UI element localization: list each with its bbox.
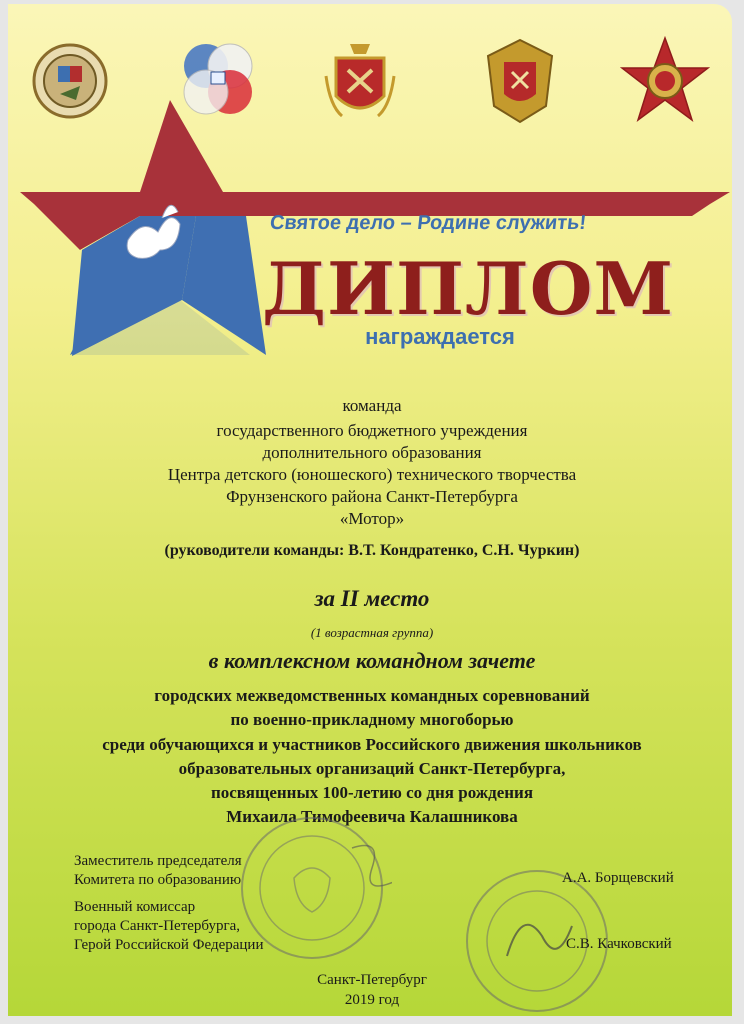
competition-line: городских межведомственных командных соревнований xyxy=(154,686,590,705)
competition-line: посвященных 100-летию со дня рождения xyxy=(210,783,534,802)
recipient-line: команда xyxy=(342,396,402,415)
footer-year: 2019 год xyxy=(344,992,400,1008)
recipient-line: «Мотор» xyxy=(339,509,405,528)
age-group: (1 возрастная группа) xyxy=(310,625,434,640)
slogan: Святое дело – Родине служить! xyxy=(268,212,588,234)
competition-line: образовательных организаций Санкт-Петербурга, xyxy=(178,759,566,778)
signatory-2-name: С.В. Качковский xyxy=(566,936,672,952)
award-place: за II место xyxy=(314,586,430,611)
recipient-line: Центра детского (юношеского) технического творчества xyxy=(167,465,577,484)
award-category: в комплексном командном зачете xyxy=(208,648,536,673)
signatory-1-name: А.А. Борщевский xyxy=(562,870,674,886)
signatory-2-position: Военный комиссар города Санкт-Петербурга, Герой Российской Федерации xyxy=(74,899,264,953)
team-leaders: (руководители команды: В.Т. Кондратенко, С.Н. Чуркин) xyxy=(164,542,580,559)
competition-line: среди обучающихся и участников Российского движения школьников xyxy=(102,735,642,754)
recipient-line: государственного бюджетного учреждения xyxy=(216,421,528,440)
awarded-label: награждается xyxy=(365,324,515,349)
signatory-1-position: Заместитель председателя Комитета по образованию xyxy=(74,853,242,888)
recipient-line: Фрунзенского района Санкт-Петербурга xyxy=(226,487,518,506)
diploma-title: ДИПЛОМ xyxy=(262,246,675,331)
competition-line: Михаила Тимофеевича Калашникова xyxy=(226,807,518,826)
competition-line: по военно-прикладному многоборью xyxy=(230,710,514,729)
recipient-line: дополнительного образования xyxy=(262,443,482,462)
footer-city: Санкт-Петербург xyxy=(317,972,427,988)
